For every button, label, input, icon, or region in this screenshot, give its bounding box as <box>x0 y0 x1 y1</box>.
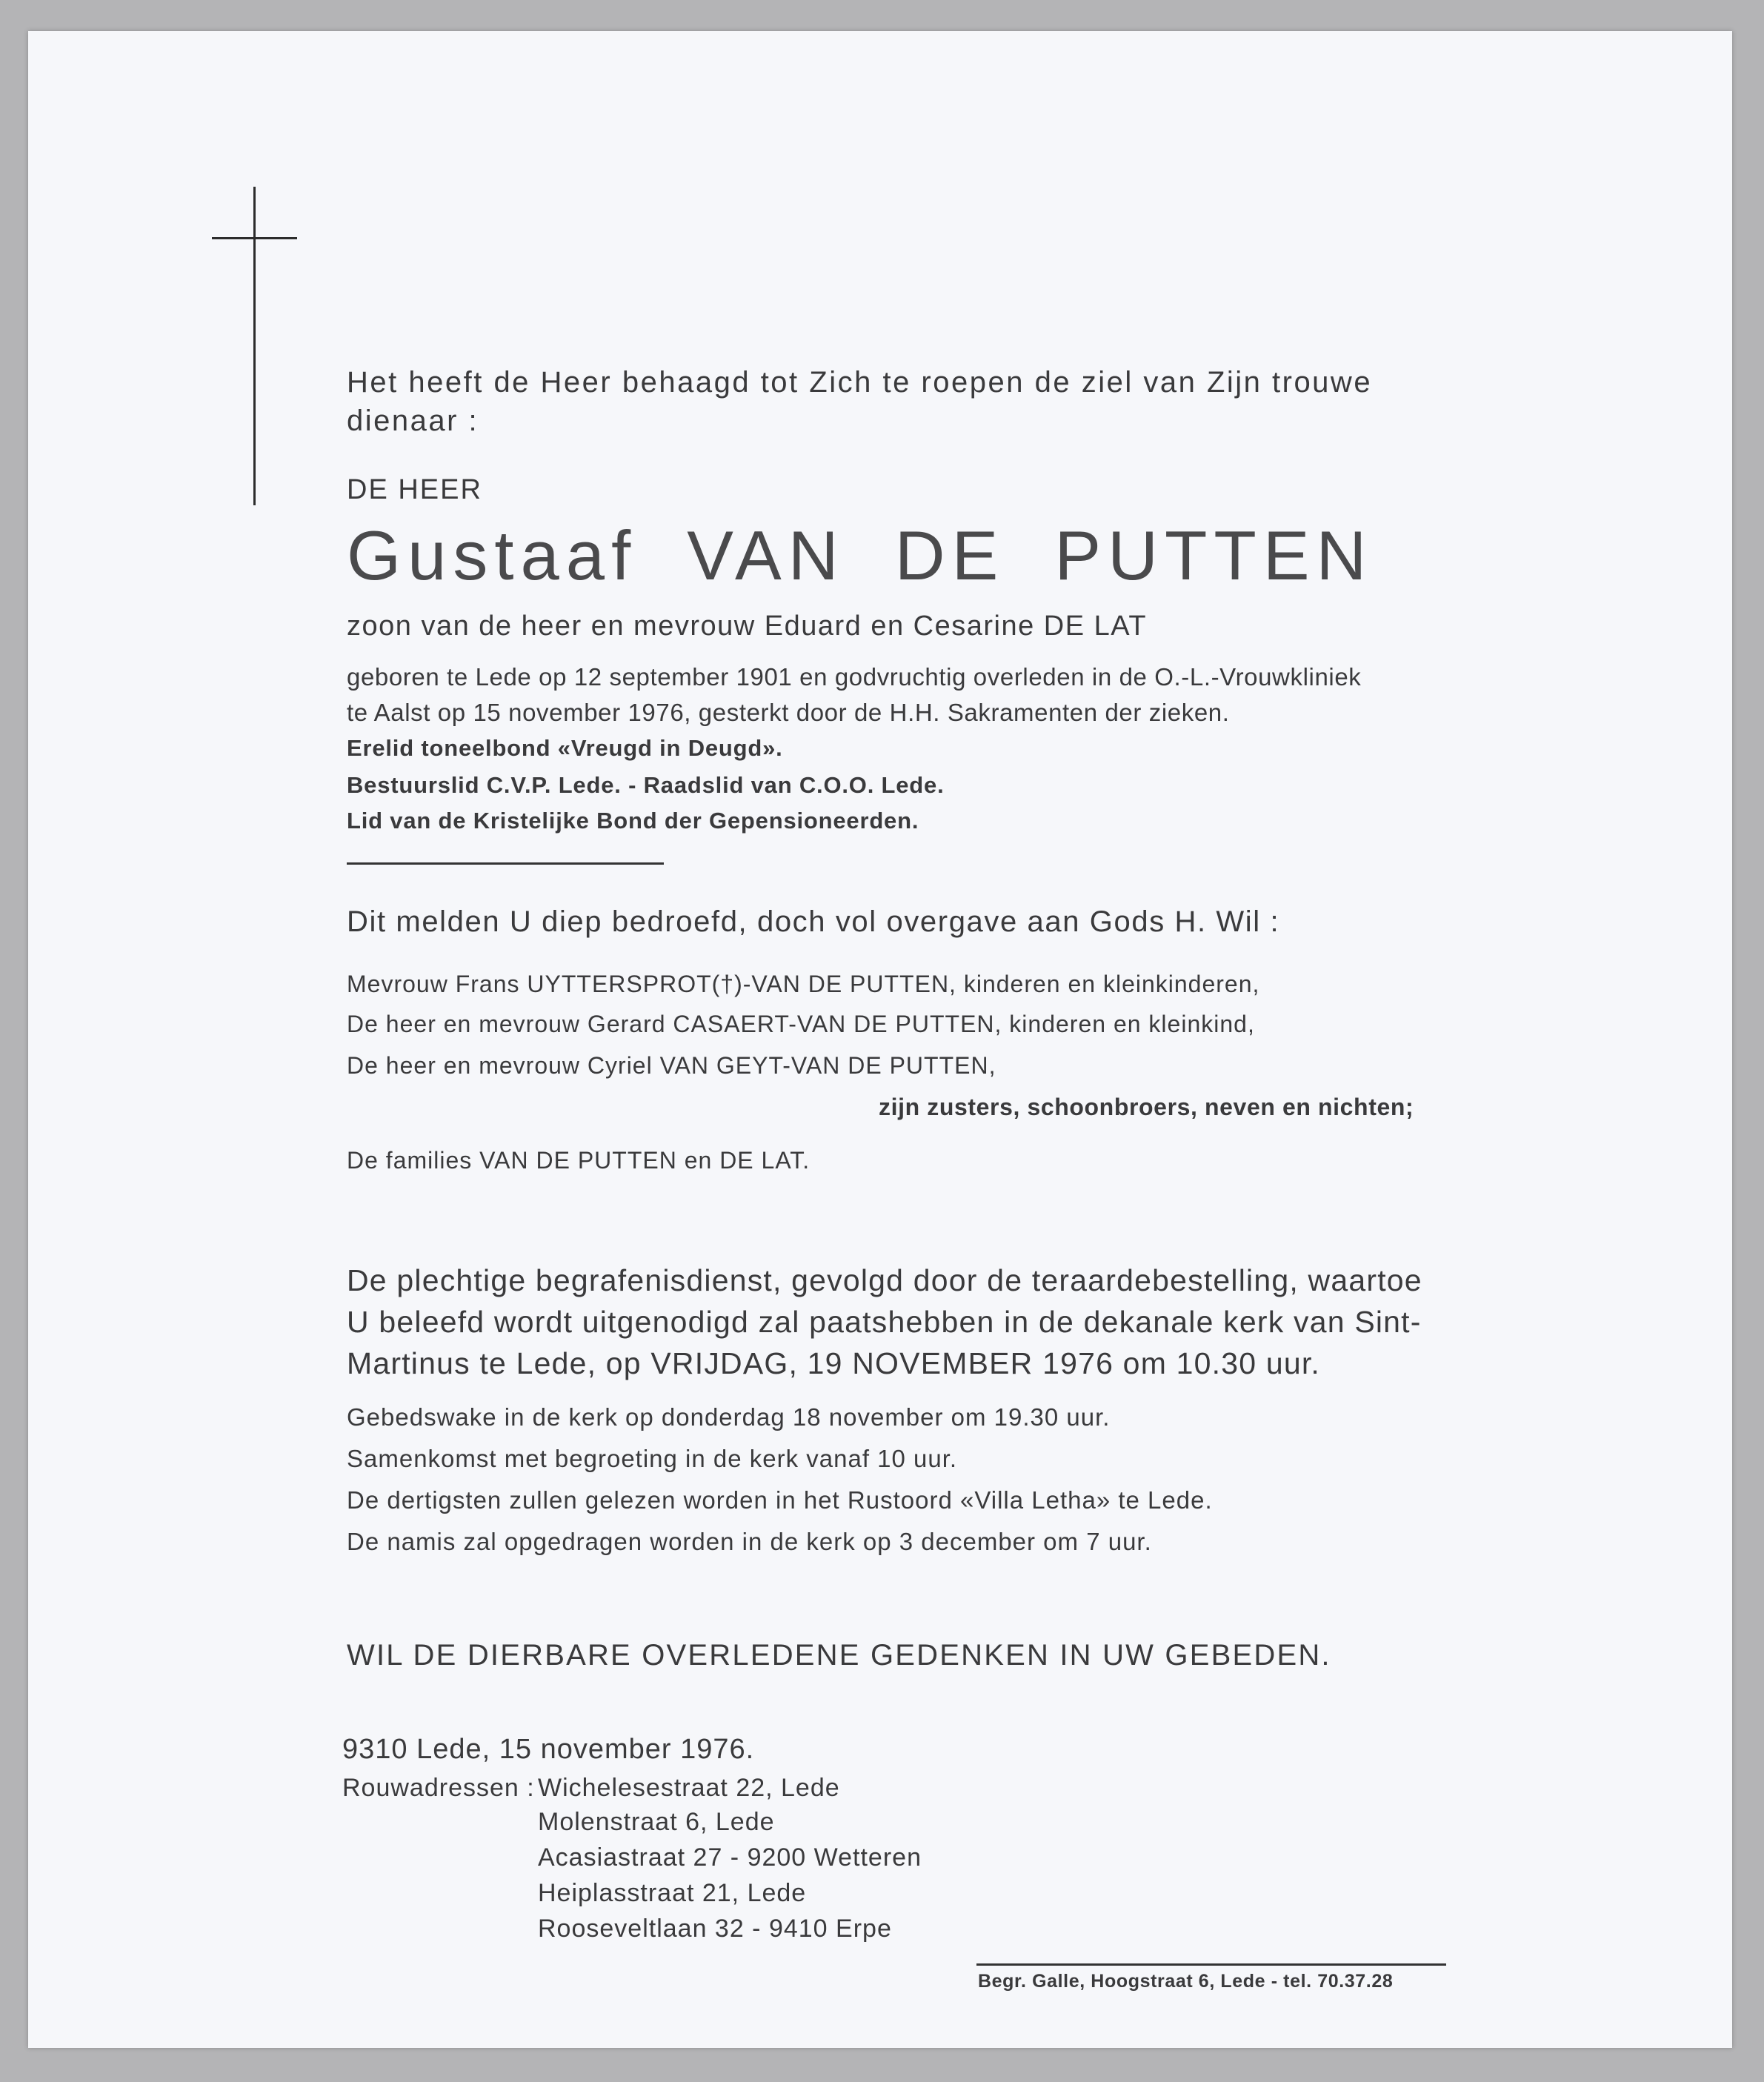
title-line: Lid van de Kristelijke Bond der Gepensioneerden. <box>347 808 919 834</box>
title-line: Bestuurslid C.V.P. Lede. - Raadslid van C.O.O. Lede. <box>347 772 945 798</box>
title-line: Erelid toneelbond «Vreugd in Deugd». <box>347 735 783 761</box>
relations-line: zijn zusters, schoonbroers, neven en nichten; <box>879 1094 1414 1120</box>
honorific: DE HEER <box>347 474 482 505</box>
cross-icon <box>253 187 256 505</box>
parents-line: zoon van de heer en mevrouw Eduard en Cesarine DE LAT <box>347 611 1148 642</box>
address-line: Acasiastraat 27 - 9200 Wetteren <box>538 1843 922 1872</box>
deceased-name: Gustaaf VAN DE PUTTEN <box>347 516 1374 594</box>
mourner-line: De heer en mevrouw Cyriel VAN GEYT-VAN DE PUTTEN, <box>347 1052 996 1079</box>
mourner-line: Mevrouw Frans UYTTERSPROT(†)-VAN DE PUTTEN, kinderen en kleinkinderen, <box>347 971 1260 997</box>
birth-death-line-2: te Aalst op 15 november 1976, gesterkt door de H.H. Sakramenten der zieken. <box>347 699 1230 726</box>
address-line: Rooseveltlaan 32 - 9410 Erpe <box>538 1915 892 1943</box>
service-line-2: U beleefd wordt uitgenodigd zal paatshebben in de dekanale kerk van Sint- <box>347 1305 1422 1339</box>
address-line: Wichelesestraat 22, Lede <box>538 1774 840 1802</box>
cross-icon-bar <box>212 237 297 239</box>
mourners-heading: Dit melden U diep bedroefd, doch vol overgave aan Gods H. Wil : <box>347 905 1280 938</box>
mourning-card <box>28 31 1732 2048</box>
service-line-3: Martinus te Lede, op VRIJDAG, 19 NOVEMBER 1976 om 10.30 uur. <box>347 1346 1321 1380</box>
service-detail: De namis zal opgedragen worden in de kerk op 3 december om 7 uur. <box>347 1528 1152 1555</box>
divider <box>347 862 664 865</box>
service-detail: De dertigsten zullen gelezen worden in het Rustoord «Villa Letha» te Lede. <box>347 1486 1213 1514</box>
service-detail: Gebedswake in de kerk op donderdag 18 november om 19.30 uur. <box>347 1403 1111 1431</box>
printer-credit: Begr. Galle, Hoogstraat 6, Lede - tel. 70.37.28 <box>978 1971 1394 1992</box>
birth-death-line-1: geboren te Lede op 12 september 1901 en godvruchtig overleden in de O.-L.-Vrouwkliniek <box>347 663 1362 691</box>
footer-divider <box>976 1963 1446 1966</box>
closing-prayer: WIL DE DIERBARE OVERLEDENE GEDENKEN IN UW GEBEDEN. <box>347 1639 1331 1672</box>
address-line: Molenstraat 6, Lede <box>538 1808 775 1836</box>
service-line-1: De plechtige begrafenisdienst, gevolgd door de teraardebestelling, waartoe <box>347 1263 1422 1297</box>
service-detail: Samenkomst met begroeting in de kerk vanaf 10 uur. <box>347 1445 958 1472</box>
families-line: De families VAN DE PUTTEN en DE LAT. <box>347 1147 811 1174</box>
address-line: Heiplasstraat 21, Lede <box>538 1879 807 1907</box>
addresses-label: Rouwadressen : <box>342 1774 535 1802</box>
mourner-line: De heer en mevrouw Gerard CASAERT-VAN DE PUTTEN, kinderen en kleinkind, <box>347 1011 1255 1037</box>
place-date: 9310 Lede, 15 november 1976. <box>342 1734 755 1765</box>
intro-text: Het heeft de Heer behaagd tot Zich te roepen de ziel van Zijn trouwe dienaar : <box>347 366 1373 437</box>
